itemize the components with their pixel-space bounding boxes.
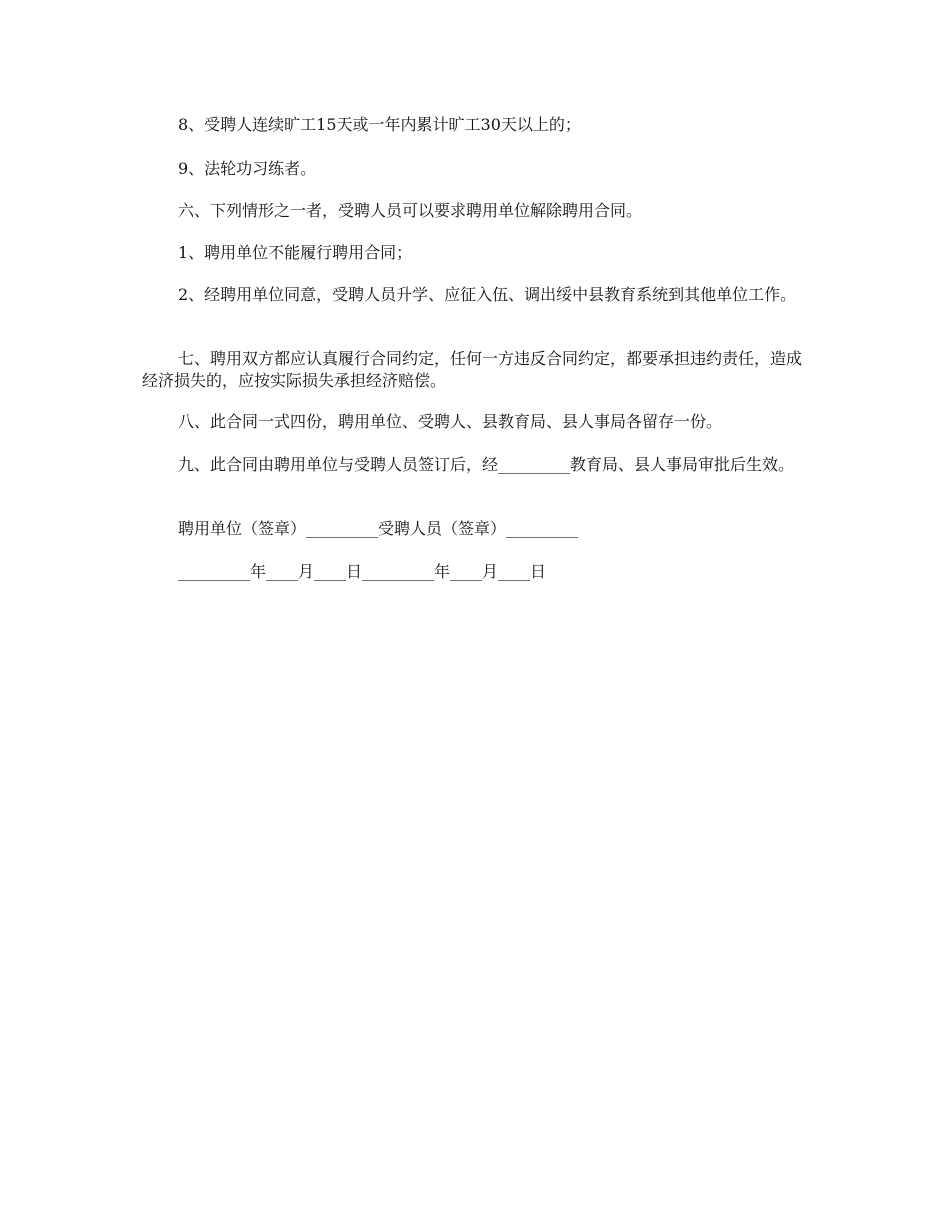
date-line: _________年____月____日_________年____月____日 bbox=[178, 562, 547, 581]
section-6-item-2: 2、经聘用单位同意，受聘人员升学、应征入伍、调出绥中县教育系统到其他单位工作。 bbox=[178, 285, 797, 304]
signature-line: 聘用单位（签章）_________受聘人员（签章）_________ bbox=[178, 519, 579, 538]
section-8-copies: 八、此合同一式四份，聘用单位、受聘人、县教育局、县人事局各留存一份。 bbox=[178, 412, 723, 431]
section-7-liability: 七、聘用双方都应认真履行合同约定，任何一方违反合同约定，都要承担违约责任，造成经济损失的，应按实际损失承担经济赔偿。 bbox=[142, 349, 803, 390]
clause-8-absenteeism: 8、受聘人连续旷工15天或一年内累计旷工30天以上的； bbox=[178, 115, 581, 134]
section-6-heading: 六、下列情形之一者，受聘人员可以要求聘用单位解除聘用合同。 bbox=[178, 201, 643, 220]
clause-9: 9、法轮功习练者。 bbox=[178, 159, 317, 178]
section-6-item-1: 1、聘用单位不能履行聘用合同； bbox=[178, 243, 413, 262]
section-9-approval: 九、此合同由聘用单位与受聘人员签订后，经_________教育局、县人事局审批后生效。 bbox=[178, 455, 795, 474]
